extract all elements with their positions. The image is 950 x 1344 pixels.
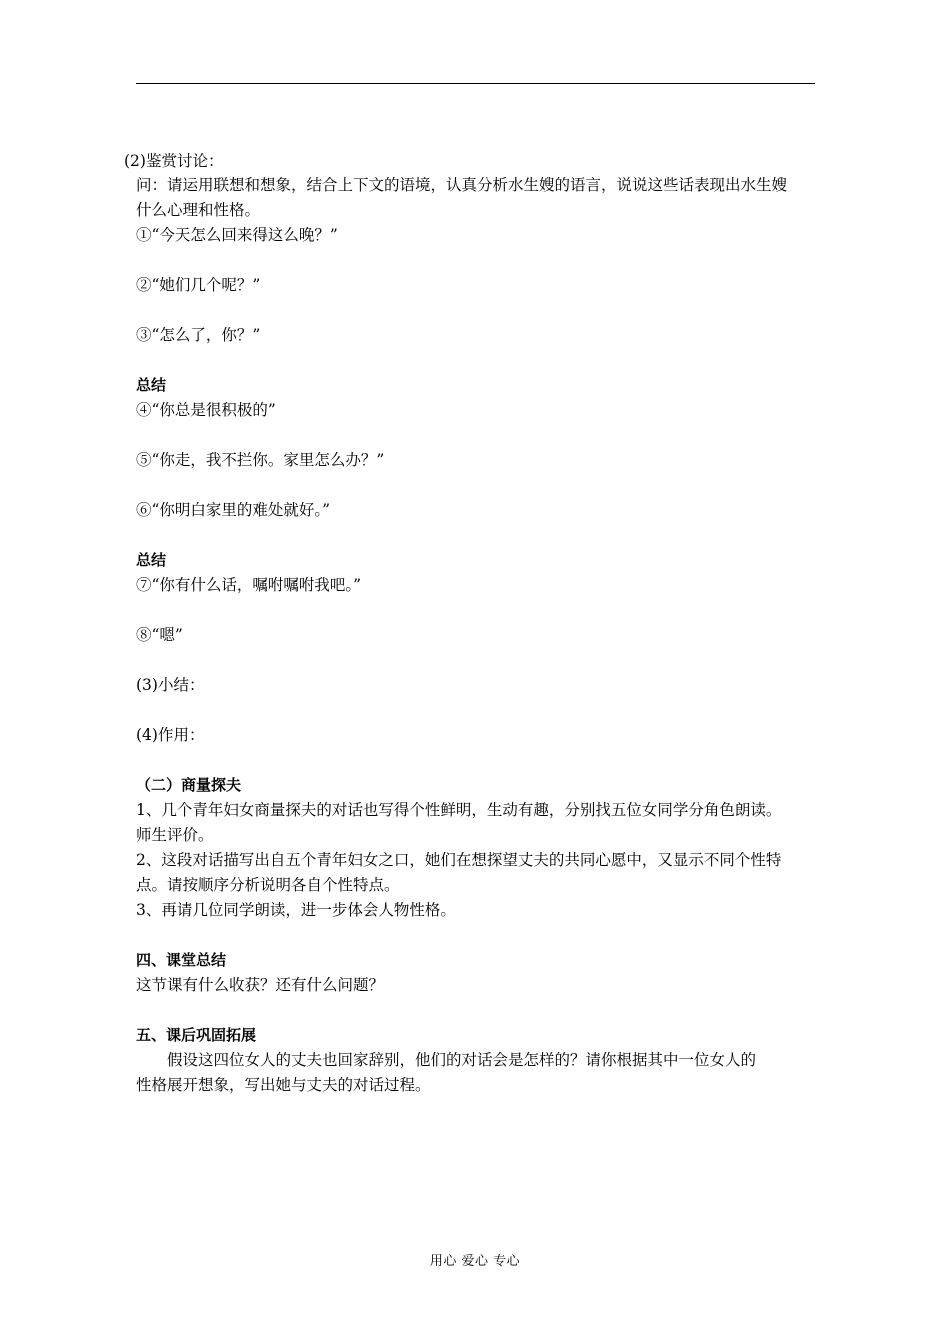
summary-label-1: 总结 bbox=[136, 376, 167, 394]
question-line-2: 什么心理和性格。 bbox=[136, 201, 261, 219]
section-four-heading: 四、课堂总结 bbox=[136, 951, 227, 969]
quote-5: ⑤“你走，我不拦你。家里怎么办？” bbox=[136, 451, 385, 469]
quote-7: ⑦“你有什么话，嘱咐嘱咐我吧。” bbox=[136, 576, 362, 594]
conclusion-heading: (3)小结： bbox=[136, 676, 205, 694]
section-five-text-line-2: 性格展开想象，写出她与丈夫的对话过程。 bbox=[136, 1076, 431, 1094]
section-five-heading: 五、课后巩固拓展 bbox=[136, 1026, 257, 1044]
quote-2: ②“她们几个呢？” bbox=[136, 276, 261, 294]
discuss-item-1-line-1: 1、几个青年妇女商量探夫的对话也写得个性鲜明，生动有趣，分别找五位女同学分角色朗读。 bbox=[136, 801, 782, 819]
section-five-text-line-1: 假设这四位女人的丈夫也回家辞别，他们的对话会是怎样的？请你根据其中一位女人的 bbox=[167, 1051, 757, 1069]
discuss-item-1-line-2: 师生评价。 bbox=[136, 826, 214, 844]
page-footer: 用心 爱心 专心 bbox=[429, 1254, 521, 1269]
discuss-item-2-line-2: 点。请按顺序分析说明各自个性特点。 bbox=[136, 876, 400, 894]
quote-4: ④“你总是很积极的” bbox=[136, 401, 276, 419]
quote-1: ①“今天怎么回来得这么晚？” bbox=[136, 226, 338, 244]
discuss-item-2-line-1: 2、这段对话描写出自五个青年妇女之口，她们在想探望丈夫的共同心愿中，又显示不同个性特 bbox=[136, 851, 782, 869]
quote-3: ③“怎么了，你？” bbox=[136, 326, 261, 344]
function-heading: (4)作用： bbox=[136, 726, 205, 744]
discuss-heading: （二）商量探夫 bbox=[136, 776, 242, 794]
quote-8: ⑧“嗯” bbox=[136, 626, 183, 644]
quote-6: ⑥“你明白家里的难处就好。” bbox=[136, 501, 331, 519]
summary-label-2: 总结 bbox=[136, 551, 167, 569]
appreciation-heading: (2)鉴赏讨论： bbox=[124, 152, 224, 170]
section-four-text: 这节课有什么收获？还有什么问题？ bbox=[136, 976, 385, 994]
discuss-item-3: 3、再请几位同学朗读，进一步体会人物性格。 bbox=[136, 901, 456, 919]
header-rule bbox=[136, 83, 815, 84]
question-line-1: 问：请运用联想和想象，结合上下文的语境，认真分析水生嫂的语言，说说这些话表现出水生嫂 bbox=[136, 176, 788, 194]
